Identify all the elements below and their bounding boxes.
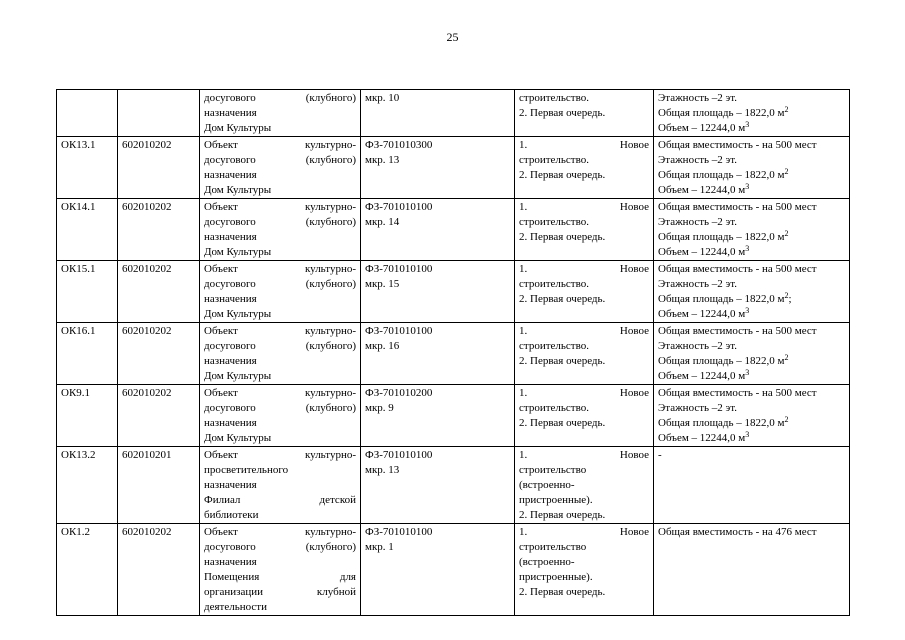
status-cell — [515, 385, 654, 447]
classifier-code-cell — [118, 323, 200, 385]
object-name-cell — [200, 137, 361, 199]
object-name-line: Объект культурно- — [204, 139, 356, 151]
object-name-cell — [200, 199, 361, 261]
location-cell — [361, 90, 515, 137]
parameter-text: Общая площадь – 1822,0 м — [658, 293, 785, 305]
object-code-cell — [57, 323, 118, 385]
parameter-line — [658, 448, 845, 463]
status-line: строительство. — [519, 278, 589, 290]
object-name-line: деятельности — [204, 601, 267, 613]
object-name-line: Объект культурно- — [204, 201, 356, 213]
location-line: мкр. 10 — [365, 92, 400, 104]
parameter-line — [658, 431, 845, 446]
location-cell — [361, 524, 515, 616]
status-line: 1. Новое — [519, 449, 649, 461]
parameter-line — [658, 324, 845, 339]
object-name-cell — [200, 90, 361, 137]
unit-exponent: 3 — [745, 368, 750, 377]
classifier-code: 602010201 — [122, 449, 172, 461]
status-line: 1. Новое — [519, 201, 649, 213]
status-cell — [515, 323, 654, 385]
object-code: ОК14.1 — [61, 201, 96, 213]
unit-exponent: 2 — [784, 167, 789, 176]
status-line: 1. Новое — [519, 325, 649, 337]
object-name-line: досугового (клубного) — [204, 154, 356, 166]
object-name-line: назначения — [204, 355, 257, 367]
status-cell — [515, 524, 654, 616]
object-code: ОК15.1 — [61, 263, 96, 275]
status-line: строительство. — [519, 92, 589, 104]
object-name-line: досугового (клубного) — [204, 340, 356, 352]
status-line: 2. Первая очередь. — [519, 586, 606, 598]
object-name-line: досугового (клубного) — [204, 92, 356, 104]
object-name-line: Дом Культуры — [204, 432, 272, 444]
parameter-line — [658, 230, 845, 245]
status-line: 2. Первая очередь. — [519, 417, 606, 429]
location-line: ФЗ-701010100 — [365, 263, 433, 275]
parameter-line — [658, 106, 845, 121]
status-line: строительство. — [519, 402, 589, 414]
classifier-code-cell — [118, 137, 200, 199]
object-name-cell — [200, 447, 361, 524]
unit-exponent: 3 — [745, 244, 750, 253]
object-name-line: досугового (клубного) — [204, 278, 356, 290]
object-code-cell — [57, 199, 118, 261]
parameter-line — [658, 401, 845, 416]
location-line: ФЗ-701010100 — [365, 325, 433, 337]
location-cell — [361, 323, 515, 385]
table-row — [57, 261, 850, 323]
table-row — [57, 199, 850, 261]
unit-exponent: 2 — [784, 353, 789, 362]
object-name-line: просветительного — [204, 464, 289, 476]
location-line: ФЗ-701010100 — [365, 201, 433, 213]
status-cell — [515, 199, 654, 261]
parameters-cell — [654, 199, 850, 261]
location-line: мкр. 13 — [365, 154, 400, 166]
location-line: мкр. 13 — [365, 464, 400, 476]
object-name-line: назначения — [204, 293, 257, 305]
object-name-line: назначения — [204, 169, 257, 181]
object-name-line: Помещения для — [204, 571, 356, 583]
status-line: (встроенно- — [519, 479, 575, 491]
parameter-line — [658, 307, 845, 322]
object-code: ОК16.1 — [61, 325, 96, 337]
status-line: пристроенные). — [519, 494, 593, 506]
status-line: 2. Первая очередь. — [519, 355, 606, 367]
parameter-text: Объем – 12244,0 м — [658, 432, 746, 444]
location-line: мкр. 9 — [365, 402, 394, 414]
object-code: ОК13.2 — [61, 449, 96, 461]
classifier-code-cell — [118, 90, 200, 137]
parameter-text: Общая вместимость - на 500 мест — [658, 325, 817, 337]
parameter-text: - — [658, 449, 662, 461]
parameters-cell — [654, 261, 850, 323]
object-name-line: досугового (клубного) — [204, 541, 356, 553]
object-code-cell — [57, 385, 118, 447]
object-name-line: Дом Культуры — [204, 122, 272, 134]
parameter-line — [658, 245, 845, 260]
unit-exponent: 2 — [784, 415, 789, 424]
table-row — [57, 447, 850, 524]
classifier-code-cell — [118, 261, 200, 323]
object-name-line: библиотеки — [204, 509, 259, 521]
object-name-line: назначения — [204, 479, 257, 491]
object-name-cell — [200, 261, 361, 323]
parameter-text: Общая площадь – 1822,0 м — [658, 417, 785, 429]
object-code: ОК13.1 — [61, 139, 96, 151]
status-cell — [515, 447, 654, 524]
classifier-code: 602010202 — [122, 387, 172, 399]
parameter-line — [658, 277, 845, 292]
object-name-line: Дом Культуры — [204, 370, 272, 382]
parameter-line — [658, 386, 845, 401]
location-cell — [361, 447, 515, 524]
object-name-line: Филиал детской — [204, 494, 356, 506]
unit-exponent: 3 — [745, 306, 750, 315]
parameter-text: Этажность –2 эт. — [658, 340, 738, 352]
status-line: строительство. — [519, 154, 589, 166]
parameter-text: Объем – 12244,0 м — [658, 246, 746, 258]
parameter-text: Общая площадь – 1822,0 м — [658, 355, 785, 367]
status-line: 2. Первая очередь. — [519, 293, 606, 305]
unit-exponent: 3 — [745, 430, 750, 439]
object-name-line: назначения — [204, 107, 257, 119]
object-name-line: Объект культурно- — [204, 325, 356, 337]
parameter-line — [658, 369, 845, 384]
status-line: 1. Новое — [519, 263, 649, 275]
parameter-line — [658, 91, 845, 106]
status-line: 2. Первая очередь. — [519, 509, 606, 521]
parameters-cell — [654, 137, 850, 199]
classifier-code-cell — [118, 447, 200, 524]
unit-exponent: 3 — [745, 182, 750, 191]
parameter-line — [658, 292, 845, 307]
parameter-line — [658, 525, 845, 540]
unit-exponent: 2 — [784, 291, 789, 300]
parameters-cell — [654, 385, 850, 447]
location-line: мкр. 15 — [365, 278, 400, 290]
status-line: 1. Новое — [519, 139, 649, 151]
object-name-line: досугового (клубного) — [204, 402, 356, 414]
object-name-line: Объект культурно- — [204, 387, 356, 399]
parameter-line — [658, 183, 845, 198]
object-code-cell — [57, 261, 118, 323]
parameter-text: Общая вместимость - на 500 мест — [658, 387, 817, 399]
parameter-text: Общая вместимость - на 500 мест — [658, 263, 817, 275]
parameter-line — [658, 153, 845, 168]
parameters-cell — [654, 323, 850, 385]
status-line: строительство. — [519, 340, 589, 352]
object-code-cell — [57, 447, 118, 524]
table-row — [57, 524, 850, 616]
status-cell — [515, 90, 654, 137]
object-name-line: Объект культурно- — [204, 449, 356, 461]
object-code-cell — [57, 137, 118, 199]
status-line: строительство. — [519, 216, 589, 228]
parameter-text: Общая вместимость - на 500 мест — [658, 139, 817, 151]
location-cell — [361, 261, 515, 323]
parameter-text: Общая площадь – 1822,0 м — [658, 169, 785, 181]
object-name-cell — [200, 524, 361, 616]
object-name-line: назначения — [204, 417, 257, 429]
classifier-code: 602010202 — [122, 201, 172, 213]
parameter-text: Общая вместимость - на 476 мест — [658, 526, 817, 538]
status-line: 2. Первая очередь. — [519, 107, 606, 119]
parameter-text: Этажность –2 эт. — [658, 92, 738, 104]
location-cell — [361, 137, 515, 199]
location-line: мкр. 14 — [365, 216, 400, 228]
classifier-code-cell — [118, 524, 200, 616]
parameter-text: Объем – 12244,0 м — [658, 370, 746, 382]
status-line: (встроенно- — [519, 556, 575, 568]
classifier-code: 602010202 — [122, 139, 172, 151]
location-cell — [361, 199, 515, 261]
object-name-line: назначения — [204, 556, 257, 568]
objects-table — [56, 89, 850, 616]
object-name-line: Объект культурно- — [204, 526, 356, 538]
table-row — [57, 385, 850, 447]
object-name-line: организации клубной — [204, 586, 356, 598]
location-line: ФЗ-701010100 — [365, 526, 433, 538]
parameter-line — [658, 215, 845, 230]
location-line: ФЗ-701010300 — [365, 139, 433, 151]
object-name-line: Объект культурно- — [204, 263, 356, 275]
parameter-text: Общая вместимость - на 500 мест — [658, 201, 817, 213]
object-name-cell — [200, 385, 361, 447]
parameter-text: Этажность –2 эт. — [658, 402, 738, 414]
parameter-text: Этажность –2 эт. — [658, 216, 738, 228]
object-code: ОК1.2 — [61, 526, 91, 538]
location-line: мкр. 16 — [365, 340, 400, 352]
table-row — [57, 137, 850, 199]
object-name-line: Дом Культуры — [204, 246, 272, 258]
location-line: ФЗ-701010200 — [365, 387, 433, 399]
status-cell — [515, 261, 654, 323]
parameter-line — [658, 416, 845, 431]
status-line: 1. Новое — [519, 387, 649, 399]
table-row — [57, 90, 850, 137]
classifier-code-cell — [118, 199, 200, 261]
status-line: пристроенные). — [519, 571, 593, 583]
parameter-text: Этажность –2 эт. — [658, 278, 738, 290]
parameter-text: Объем – 12244,0 м — [658, 308, 746, 320]
page-number: 25 — [446, 30, 459, 44]
classifier-code: 602010202 — [122, 526, 172, 538]
unit-exponent: 3 — [745, 120, 750, 129]
parameters-cell — [654, 524, 850, 616]
parameter-text: Объем – 12244,0 м — [658, 184, 746, 196]
status-line: 2. Первая очередь. — [519, 169, 606, 181]
parameter-line — [658, 339, 845, 354]
location-line: ФЗ-701010100 — [365, 449, 433, 461]
parameter-line — [658, 121, 845, 136]
parameter-line — [658, 262, 845, 277]
parameter-text: Общая площадь – 1822,0 м — [658, 107, 785, 119]
object-code-cell — [57, 90, 118, 137]
object-code-cell — [57, 524, 118, 616]
parameter-line — [658, 138, 845, 153]
classifier-code: 602010202 — [122, 263, 172, 275]
location-line: мкр. 1 — [365, 541, 394, 553]
parameter-text: Объем – 12244,0 м — [658, 122, 746, 134]
classifier-code: 602010202 — [122, 325, 172, 337]
status-line: 2. Первая очередь. — [519, 231, 606, 243]
parameter-punctuation: ; — [788, 293, 792, 305]
object-name-line: Дом Культуры — [204, 308, 272, 320]
table-row — [57, 323, 850, 385]
parameter-text: Этажность –2 эт. — [658, 154, 738, 166]
status-line: строительство — [519, 541, 587, 553]
status-line: строительство — [519, 464, 587, 476]
object-name-line: Дом Культуры — [204, 184, 272, 196]
unit-exponent: 2 — [784, 105, 789, 114]
location-cell — [361, 385, 515, 447]
status-cell — [515, 137, 654, 199]
parameters-cell — [654, 90, 850, 137]
object-name-cell — [200, 323, 361, 385]
parameter-line — [658, 168, 845, 183]
parameters-cell — [654, 447, 850, 524]
parameter-text: Общая площадь – 1822,0 м — [658, 231, 785, 243]
parameter-line — [658, 354, 845, 369]
parameter-line — [658, 200, 845, 215]
object-name-line: назначения — [204, 231, 257, 243]
object-code: ОК9.1 — [61, 387, 91, 399]
classifier-code-cell — [118, 385, 200, 447]
object-name-line: досугового (клубного) — [204, 216, 356, 228]
unit-exponent: 2 — [784, 229, 789, 238]
status-line: 1. Новое — [519, 526, 649, 538]
